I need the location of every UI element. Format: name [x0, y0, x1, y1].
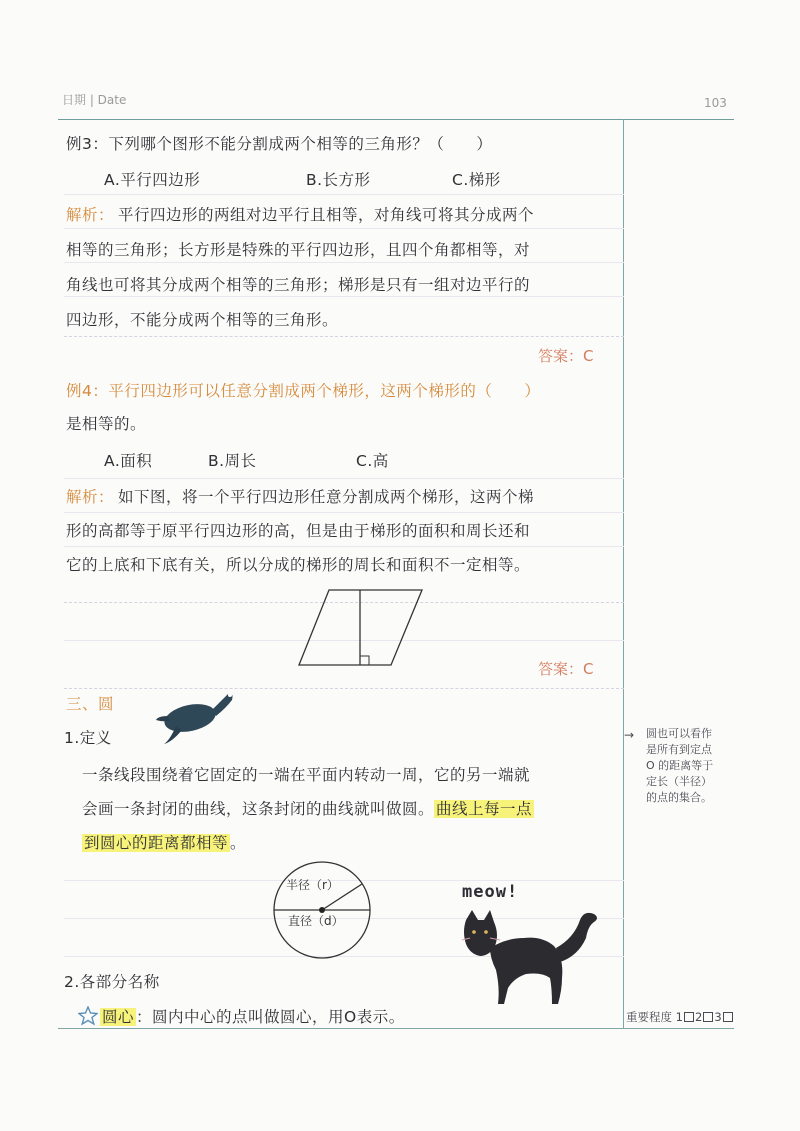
definition-end: 。: [230, 834, 247, 852]
circle-diagram: [266, 860, 382, 960]
ex4-analysis-line: 它的上底和下底有关，所以分成的梯形的周长和面积不一定相等。: [66, 556, 531, 574]
checkbox-icon: [684, 1012, 694, 1022]
ex3-option-a: A.平行四边形: [104, 171, 201, 189]
center-definition-text: ：圆内中心的点叫做圆心，用O表示。: [136, 1008, 405, 1026]
ex3-analysis-line: 平行四边形的两组对边平行且相等，对角线可将其分成两个: [118, 206, 535, 224]
definition-line2: [82, 797, 534, 819]
sidebar-note-line: 的点的集合。: [646, 791, 712, 804]
star-bullet-icon: [78, 1006, 98, 1026]
sidebar-note-line: 圆也可以看作: [646, 727, 712, 740]
margin-rule: [623, 119, 624, 1029]
ruled-line: [64, 336, 624, 337]
right-angle-mark: [360, 656, 369, 665]
ruled-line: [64, 296, 624, 297]
ex4-analysis-line: 如下图，将一个平行四边形任意分割成两个梯形，这两个梯: [118, 488, 535, 506]
ex3-answer: 答案：C: [538, 347, 594, 365]
ruled-line: [64, 228, 624, 229]
ex4-analysis-line: 形的高都等于原平行四边形的高，但是由于梯形的面积和周长还和: [66, 522, 531, 540]
radius-label: 半径（r）: [286, 878, 339, 892]
ex3-option-c: C.梯形: [452, 171, 501, 189]
ex3-question: 例3：下列哪个图形不能分割成两个相等的三角形？（ ）: [66, 135, 493, 153]
importance-level-2: 2: [694, 1010, 703, 1024]
ex3-analysis-line: 相等的三角形；长方形是特殊的平行四边形，且四个角都相等，对: [66, 241, 531, 259]
header-rule: [58, 119, 734, 120]
definition-heading: 1.定义: [64, 729, 112, 747]
importance-level-1: 1: [675, 1010, 683, 1024]
center-definition: [100, 1005, 405, 1027]
definition-line3: [82, 831, 246, 853]
ex3-analysis-label: 解析：: [66, 206, 115, 224]
meow-sticker-text: meow!: [462, 882, 519, 902]
checkbox-icon: [703, 1012, 713, 1022]
sidebar-note-line: 定长（半径）: [646, 775, 712, 788]
ruled-line: [64, 194, 624, 195]
parts-heading: 2.各部分名称: [64, 973, 160, 991]
page-number: 103: [704, 96, 727, 110]
definition-highlight: 到圆心的距离都相等: [84, 834, 229, 852]
ex4-option-b: B.周长: [208, 452, 257, 470]
ruled-line: [64, 546, 624, 547]
sidebar-note-line: O 的距离等于: [646, 759, 714, 772]
ex4-option-a: A.面积: [104, 452, 153, 470]
ruled-line: [64, 478, 624, 479]
definition-text: 会画一条封闭的曲线，这条封闭的曲线就叫做圆。: [82, 800, 435, 818]
sidebar-note: [646, 726, 713, 806]
ruled-line: [64, 512, 624, 513]
diameter-label: 直径（d）: [288, 914, 344, 928]
center-term: 圆心: [102, 1008, 135, 1026]
definition-line: 一条线段围绕着它固定的一端在平面内转动一周，它的另一端就: [82, 766, 531, 784]
ruled-line: [64, 688, 624, 689]
date-label: 日期 | Date: [62, 93, 127, 107]
ex3-analysis-line: 四边形，不能分成两个相等的三角形。: [66, 311, 339, 329]
ex3-analysis-line: 角线也可将其分成两个相等的三角形；梯形是只有一组对边平行的: [66, 276, 531, 294]
importance-rating: [626, 1009, 734, 1025]
sidebar-note-line: 是所有到定点: [646, 743, 712, 756]
arrow-icon: →: [624, 728, 635, 742]
ex4-answer: 答案：C: [538, 660, 594, 678]
section-title: 三、圆: [66, 695, 115, 713]
importance-level-3: 3: [714, 1010, 722, 1024]
ex3-option-b: B.长方形: [306, 171, 371, 189]
cat-illustration: [462, 908, 616, 1008]
importance-label: 重要程度: [626, 1010, 672, 1024]
ex4-question-line1: 例4：平行四边形可以任意分割成两个梯形，这两个梯形的（ ）: [66, 382, 541, 400]
ruled-line: [64, 262, 624, 263]
parallelogram-diagram: [290, 585, 430, 671]
definition-highlight: 曲线上每一点: [436, 800, 533, 818]
ex4-analysis-label: 解析：: [66, 488, 115, 506]
footer-rule: [58, 1028, 734, 1029]
ex4-question-line2: 是相等的。: [66, 415, 147, 433]
ex4-option-c: C.高: [356, 452, 389, 470]
turtle-illustration: [156, 686, 238, 748]
checkbox-icon: [723, 1012, 733, 1022]
